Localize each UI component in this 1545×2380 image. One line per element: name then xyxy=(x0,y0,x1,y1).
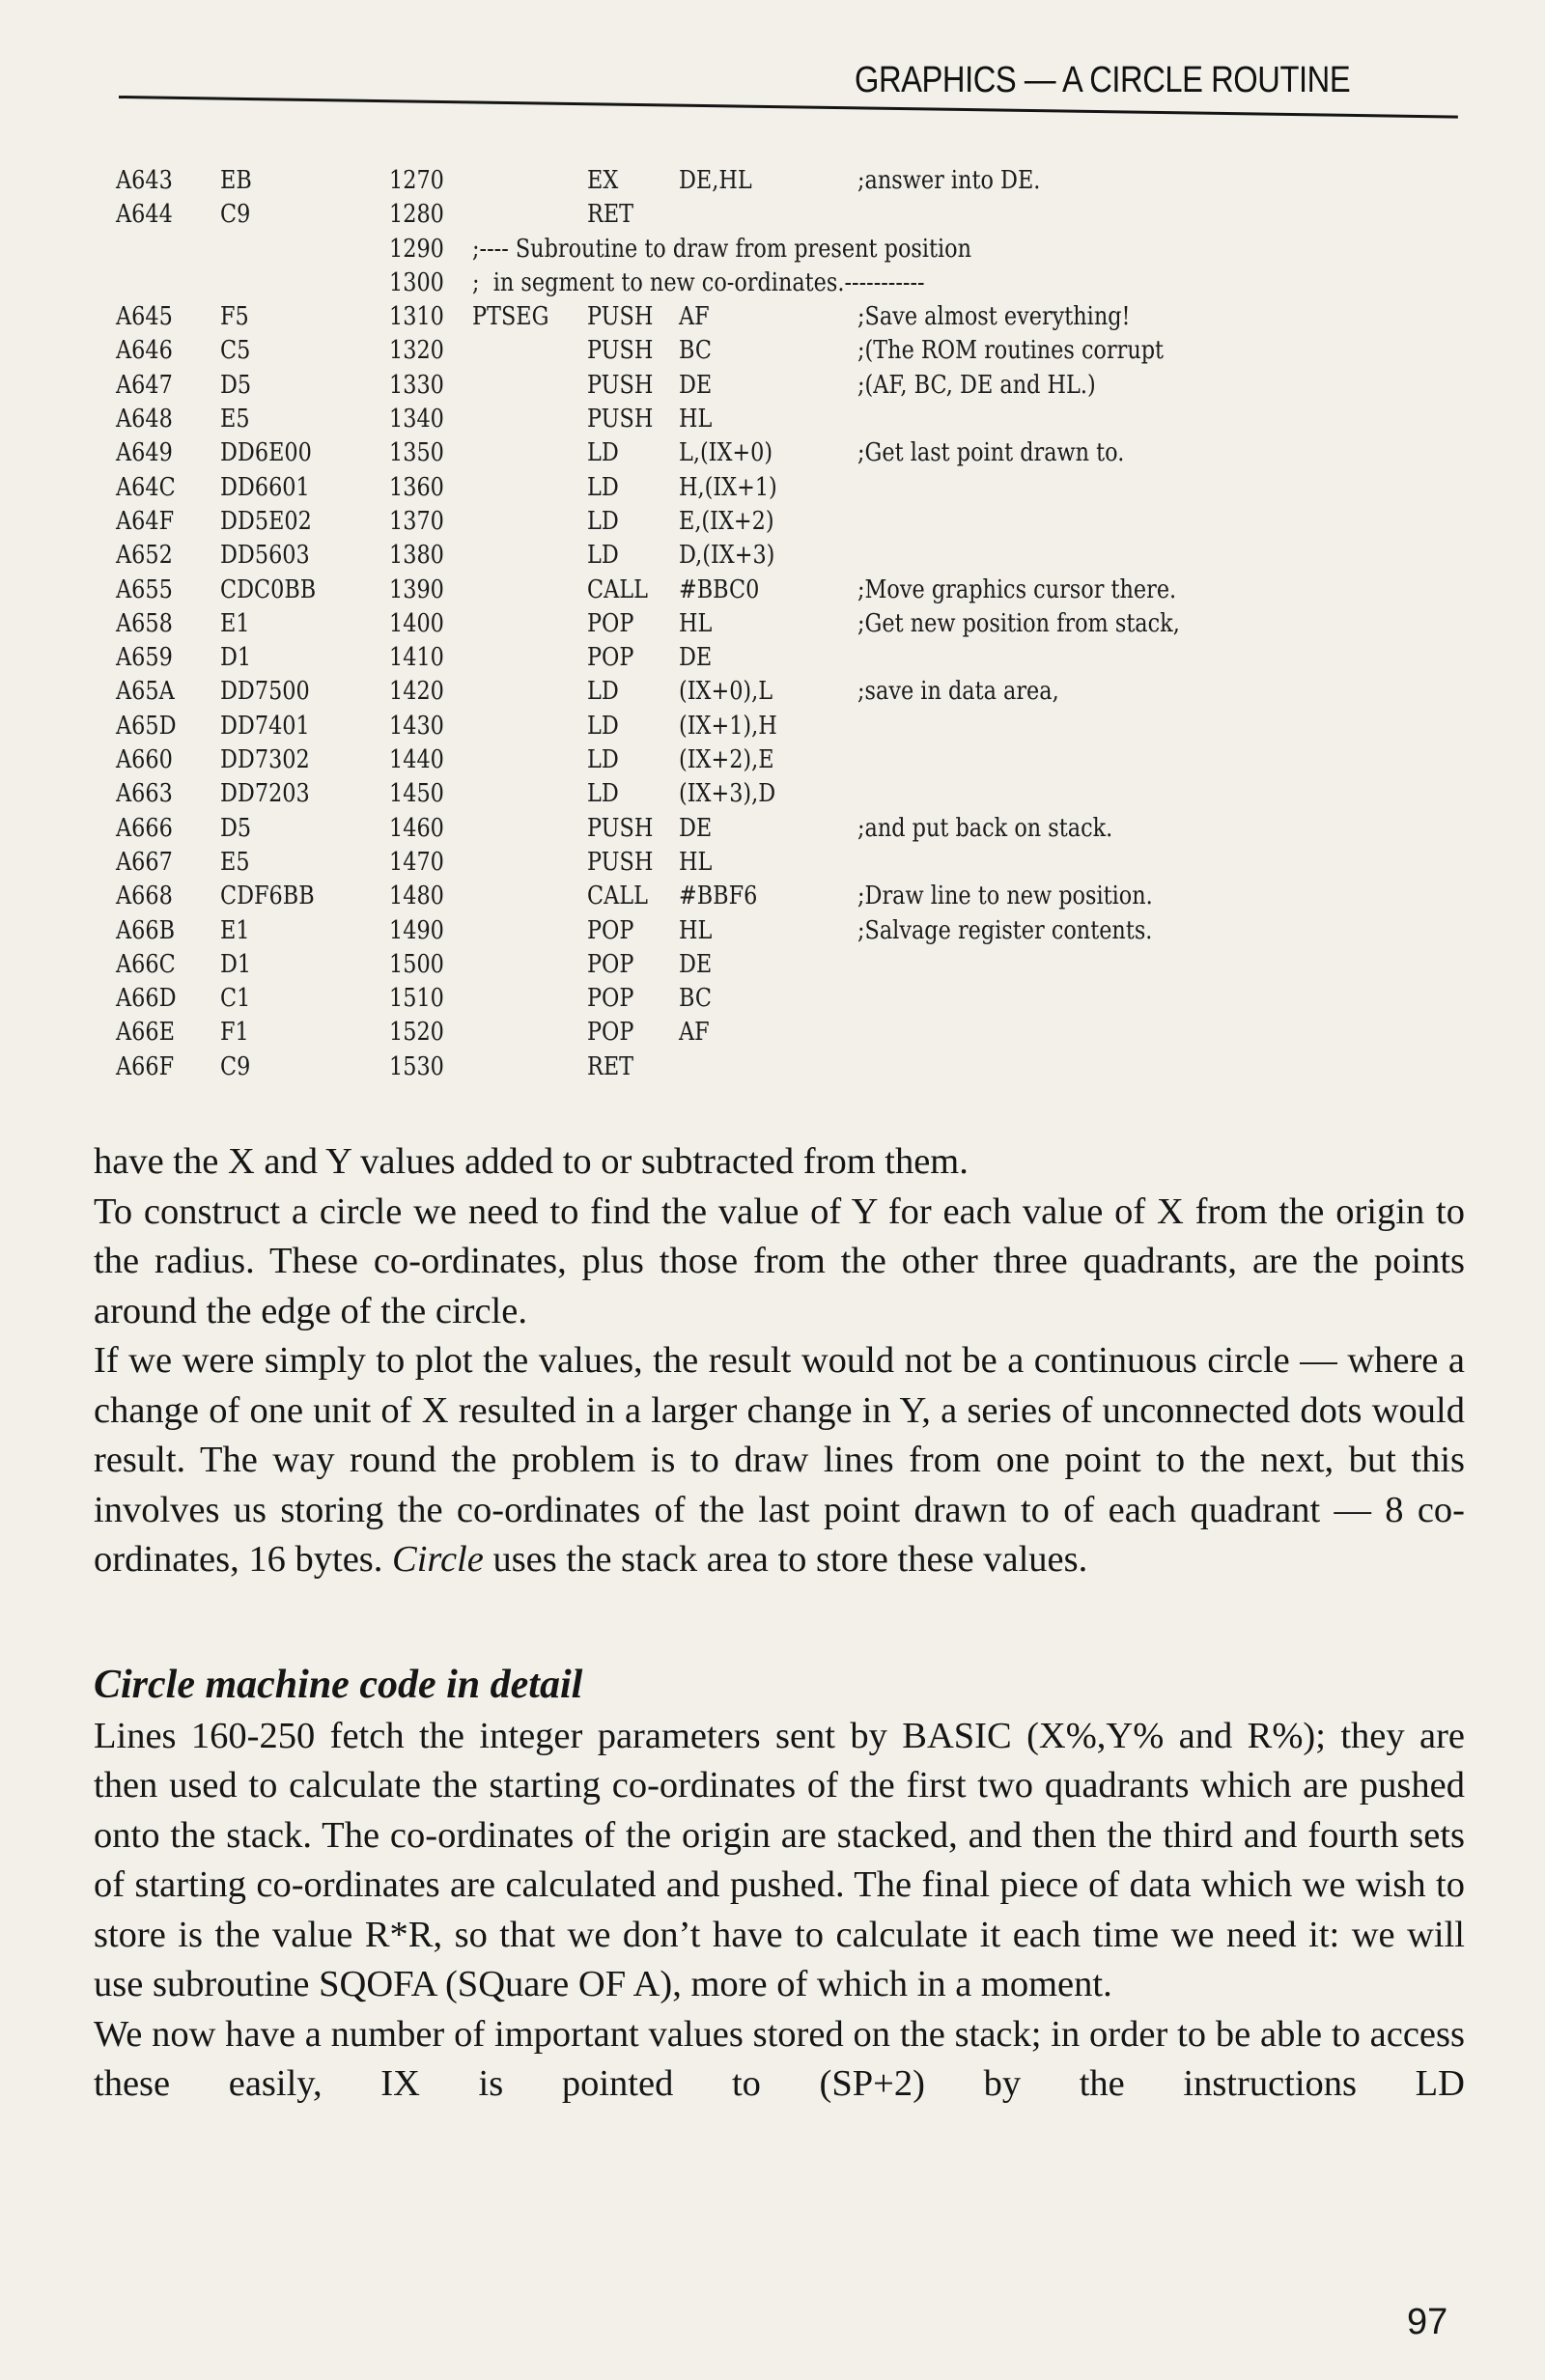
comment: ;Save almost everything! xyxy=(857,302,1131,332)
operands: DE xyxy=(679,370,713,400)
paragraph-text: uses the stack area to store these values. xyxy=(483,1539,1088,1580)
mnemonic: LD xyxy=(587,779,619,809)
opcode-bytes: DD5E02 xyxy=(220,506,312,536)
opcode-bytes: CDF6BB xyxy=(220,882,315,911)
mnemonic: CALL xyxy=(587,574,648,604)
operands: BC xyxy=(679,984,712,1014)
paragraph: Lines 160-250 fetch the integer parameters sent by BASIC (X%,Y% and R%); they are then used to calculate the starting co-ordinates of the first two quadrants which are pushed onto the stack. The co-ordinates of the origin are stacked, and then the third and fourth sets of starting co-ordinates are calculated and pushed. The final piece of data which we wish to store is the value R*R, so that we don’t have to calculate it each time we need it: we will use subroutine SQOFA (SQuare OF A), more of which in a moment. xyxy=(94,1715,1465,2004)
paragraph xyxy=(94,1336,1465,1585)
line-number: 1340 xyxy=(389,405,444,434)
line-number: 1290 xyxy=(389,234,444,264)
opcode-bytes: C9 xyxy=(220,1051,251,1081)
address: A66B xyxy=(116,915,176,945)
address: A652 xyxy=(116,541,173,571)
operands: #BBF6 xyxy=(679,882,758,911)
comment: ;(AF, BC, DE and HL.) xyxy=(857,370,1096,400)
comment: ;Get last point drawn to. xyxy=(857,438,1125,468)
opcode-bytes: DD7500 xyxy=(220,677,310,707)
line-number: 1410 xyxy=(389,643,444,673)
mnemonic: LD xyxy=(587,677,619,707)
opcode-bytes: DD7203 xyxy=(220,779,310,809)
operands: HL xyxy=(679,847,713,877)
comment: ;answer into DE. xyxy=(857,166,1041,195)
operands: DE xyxy=(679,949,713,979)
opcode-bytes: E5 xyxy=(220,847,250,877)
opcode-bytes: C1 xyxy=(220,984,251,1014)
paragraph: To construct a circle we need to find the value of Y for each value of X from the origin to the radius. These co-ordinates, plus those from the other three quadrants, are the points around the edge of the circle. xyxy=(94,1190,1465,1331)
line-number: 1330 xyxy=(389,370,444,400)
address: A65D xyxy=(116,711,177,741)
operands: H,(IX+1) xyxy=(679,472,777,502)
operands: #BBC0 xyxy=(679,574,760,604)
address: A64F xyxy=(116,506,175,536)
operands: HL xyxy=(679,405,713,434)
mnemonic: LD xyxy=(587,506,619,536)
operands: E,(IX+2) xyxy=(679,506,774,536)
address: A644 xyxy=(116,200,173,230)
operands: D,(IX+3) xyxy=(679,541,775,571)
mnemonic: POP xyxy=(587,949,634,979)
opcode-bytes: F1 xyxy=(220,1018,249,1048)
line-number: 1440 xyxy=(389,745,444,775)
opcode-bytes: E1 xyxy=(220,608,250,638)
operands: AF xyxy=(679,1018,710,1048)
opcode-bytes: DD7401 xyxy=(220,711,310,741)
comment: ;Move graphics cursor there. xyxy=(857,574,1177,604)
address: A659 xyxy=(116,643,173,673)
operands: DE xyxy=(679,813,713,843)
line-number: 1320 xyxy=(389,336,444,366)
mnemonic: PUSH xyxy=(587,370,654,400)
address: A645 xyxy=(116,302,173,332)
address: A65A xyxy=(116,677,175,707)
mnemonic: LD xyxy=(587,711,619,741)
opcode-bytes: E1 xyxy=(220,915,250,945)
body-text xyxy=(94,1137,1465,2110)
paragraph: have the X and Y values added to or subtracted from them. xyxy=(94,1141,969,1182)
address: A66F xyxy=(116,1051,175,1081)
line-number: 1450 xyxy=(389,779,444,809)
address: A64C xyxy=(116,472,176,502)
address: A663 xyxy=(116,779,173,809)
opcode-bytes: D1 xyxy=(220,643,252,673)
opcode-bytes: DD7302 xyxy=(220,745,310,775)
opcode-bytes: C9 xyxy=(220,200,251,230)
operands: HL xyxy=(679,915,713,945)
line-number: 1280 xyxy=(389,200,444,230)
operands: L,(IX+0) xyxy=(679,438,773,468)
comment: ;Get new position from stack, xyxy=(857,608,1180,638)
line-number: 1400 xyxy=(389,608,444,638)
line-number: 1520 xyxy=(389,1018,444,1048)
operands: DE,HL xyxy=(679,166,752,195)
address: A655 xyxy=(116,574,173,604)
line-number: 1270 xyxy=(389,166,444,195)
mnemonic: PUSH xyxy=(587,847,654,877)
opcode-bytes: EB xyxy=(220,166,252,195)
italic-term: Circle xyxy=(392,1539,484,1580)
operands: (IX+2),E xyxy=(679,745,774,775)
mnemonic: PUSH xyxy=(587,813,654,843)
line-number: 1530 xyxy=(389,1051,444,1081)
line-number: 1350 xyxy=(389,438,444,468)
operands: AF xyxy=(679,302,710,332)
comment: ;and put back on stack. xyxy=(857,813,1113,843)
operands: (IX+1),H xyxy=(679,711,777,741)
mnemonic: LD xyxy=(587,541,619,571)
mnemonic: POP xyxy=(587,608,634,638)
line-number: 1500 xyxy=(389,949,444,979)
line-number: 1460 xyxy=(389,813,444,843)
operands: HL xyxy=(679,608,713,638)
opcode-bytes: DD6601 xyxy=(220,472,310,502)
address: A643 xyxy=(116,166,173,195)
opcode-bytes: CDC0BB xyxy=(220,574,317,604)
address: A648 xyxy=(116,405,173,434)
mnemonic: EX xyxy=(587,166,619,195)
operands: (IX+3),D xyxy=(679,779,776,809)
mnemonic: POP xyxy=(587,643,634,673)
operands: BC xyxy=(679,336,712,366)
address: A649 xyxy=(116,438,173,468)
paragraph-text: If we were simply to plot the values, the result would not be a continuous circle — where a change of one unit of X resulted in a larger change in Y, a series of unconnected dots would result. The way round the problem is to draw lines from one point to the next, but this involves us storing the co-ordinates of the last point drawn to of each quadrant — 8 co-ordinates, 16 bytes. xyxy=(94,1340,1465,1580)
label: PTSEG xyxy=(472,302,549,332)
line-number: 1310 xyxy=(389,302,444,332)
mnemonic: CALL xyxy=(587,882,648,911)
line-number: 1390 xyxy=(389,574,444,604)
opcode-bytes: E5 xyxy=(220,405,250,434)
mnemonic: POP xyxy=(587,984,634,1014)
opcode-bytes: DD5603 xyxy=(220,541,310,571)
line-number: 1510 xyxy=(389,984,444,1014)
mnemonic: LD xyxy=(587,745,619,775)
mnemonic: PUSH xyxy=(587,336,654,366)
line-number: 1470 xyxy=(389,847,444,877)
operands: DE xyxy=(679,643,713,673)
line-number: 1380 xyxy=(389,541,444,571)
comment: ;Salvage register contents. xyxy=(857,915,1153,945)
address: A668 xyxy=(116,882,173,911)
address: A647 xyxy=(116,370,173,400)
opcode-bytes: D1 xyxy=(220,949,252,979)
comment: ;save in data area, xyxy=(857,677,1059,707)
page-number: 97 xyxy=(1407,2302,1448,2342)
mnemonic: PUSH xyxy=(587,302,654,332)
line-number: 1420 xyxy=(389,677,444,707)
section-heading: Circle machine code in detail xyxy=(94,1662,583,1707)
opcode-bytes: DD6E00 xyxy=(220,438,312,468)
mnemonic: POP xyxy=(587,1018,634,1048)
comment: ;(The ROM routines corrupt xyxy=(857,336,1165,366)
opcode-bytes: D5 xyxy=(220,813,252,843)
address: A66C xyxy=(116,949,176,979)
line-number: 1360 xyxy=(389,472,444,502)
mnemonic: RET xyxy=(587,1051,634,1081)
line-number: 1490 xyxy=(389,915,444,945)
address: A646 xyxy=(116,336,173,366)
comment: ;Draw line to new position. xyxy=(857,882,1153,911)
mnemonic: LD xyxy=(587,472,619,502)
address: A660 xyxy=(116,745,173,775)
opcode-bytes: D5 xyxy=(220,370,252,400)
line-number: 1370 xyxy=(389,506,444,536)
operands: (IX+0),L xyxy=(679,677,773,707)
running-head-title: GRAPHICS — A CIRCLE ROUTINE xyxy=(855,60,1351,100)
opcode-bytes: F5 xyxy=(220,302,249,332)
mnemonic: LD xyxy=(587,438,619,468)
address: A66D xyxy=(116,984,177,1014)
address: A667 xyxy=(116,847,173,877)
line-number: 1300 xyxy=(389,267,444,297)
line-number: 1430 xyxy=(389,711,444,741)
comment: ; in segment to new co-ordinates.----------- xyxy=(472,267,925,297)
address: A666 xyxy=(116,813,173,843)
mnemonic: PUSH xyxy=(587,405,654,434)
mnemonic: POP xyxy=(587,915,634,945)
address: A658 xyxy=(116,608,173,638)
line-number: 1480 xyxy=(389,882,444,911)
mnemonic: RET xyxy=(587,200,634,230)
paragraph: We now have a number of important values stored on the stack; in order to be able to access these easily, IX is pointed to (SP+2) by the instructions LD xyxy=(94,2013,1465,2104)
opcode-bytes: C5 xyxy=(220,336,251,366)
comment: ;---- Subroutine to draw from present position xyxy=(472,234,972,264)
address: A66E xyxy=(116,1018,175,1048)
